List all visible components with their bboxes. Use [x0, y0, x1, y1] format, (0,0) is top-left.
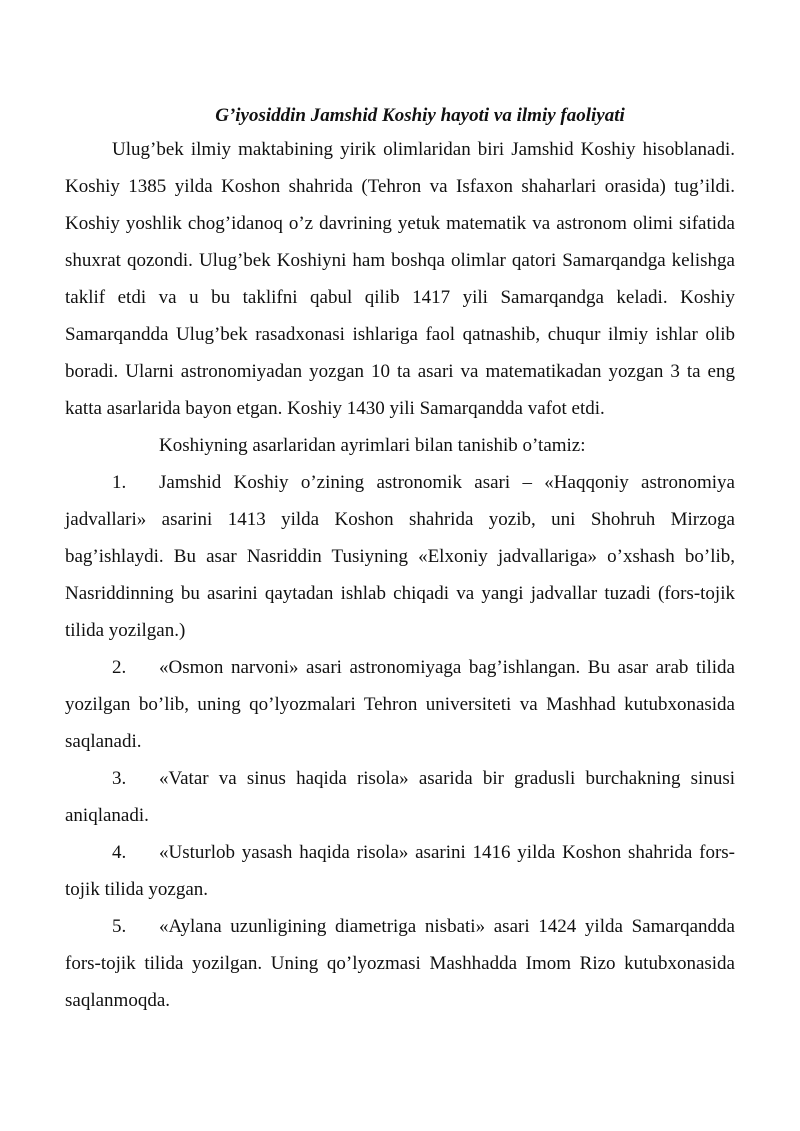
list-item-number: 1.	[112, 472, 127, 493]
intro-paragraph: Ulug’bek ilmiy maktabining yirik olimlaridan biri Jamshid Koshiy hisoblanadi. Koshiy 1385 yilda Koshon shahrida (Tehron va Isfaxon shaharlari orasida) tug’ildi. Koshiy yoshlik chog’idanoq o’z davrining yetuk matematik va astronom olimi sifatida shuxrat qozondi. Ulug’bek Koshiyni ham boshqa olimlar qatori Samarqandga kelishga taklif etdi va u bu taklifni qabul qilib 1417 yili Samarqandga keladi. Koshiy Samarqandda Ulug’bek rasadxonasi ishlariga faol qatnashib, chuqur ilmiy ishlar olib boradi. Ularni astronomiyadan yozgan 10 ta asari va matematikadan yozgan 3 ta eng katta asarlarida bayon etgan. Koshiy 1430 yili Samarqandda vafot etdi.	[65, 139, 735, 419]
list-item	[65, 464, 735, 649]
list-item	[65, 649, 735, 760]
document-body	[65, 100, 735, 1019]
list-item-number: 4.	[112, 842, 127, 863]
document-title: G’iyosiddin Jamshid Koshiy hayoti va ilmiy faoliyati	[215, 105, 625, 126]
works-list	[65, 464, 735, 1019]
list-item-text: «Usturlob yasash haqida risola» asarini 1416 yilda Koshon shahrida fors-tojik tilida yozgan.	[65, 842, 735, 900]
list-item-number: 2.	[112, 657, 127, 678]
list-item-number: 5.	[112, 916, 127, 937]
list-item-text: «Vatar va sinus haqida risola» asarida bir gradusli burchakning sinusi aniqlanadi.	[65, 768, 735, 826]
list-item-number: 3.	[112, 768, 127, 789]
list-item	[65, 834, 735, 908]
list-item-text: «Osmon narvoni» asari astronomiyaga bag’ishlangan. Bu asar arab tilida yozilgan bo’lib, uning qo’lyozmalari Tehron universiteti va Mashhad kutubxonasida saqlanadi.	[65, 657, 735, 752]
list-item	[65, 908, 735, 1019]
list-intro: Koshiyning asarlaridan ayrimlari bilan tanishib o’tamiz:	[159, 435, 586, 456]
list-item-text: Jamshid Koshiy o’zining astronomik asari – «Haqqoniy astronomiya jadvallari» asarini 1413 yilda Koshon shahrida yozib, uni Shohruh Mirzoga bag’ishlaydi. Bu asar Nasriddin Tusiyning «Elxoniy jadvallariga» o’xshash bo’lib, Nasriddinning bu asarini qaytadan ishlab chiqadi va yangi jadvallar tuzadi (fors-tojik tilida yozilgan.)	[65, 472, 735, 641]
list-item	[65, 760, 735, 834]
list-item-text: «Aylana uzunligining diametriga nisbati» asari 1424 yilda Samarqandda fors-tojik tilida yozilgan. Uning qo’lyozmasi Mashhadda Imom Rizo kutubxonasida saqlanmoqda.	[65, 916, 735, 1011]
